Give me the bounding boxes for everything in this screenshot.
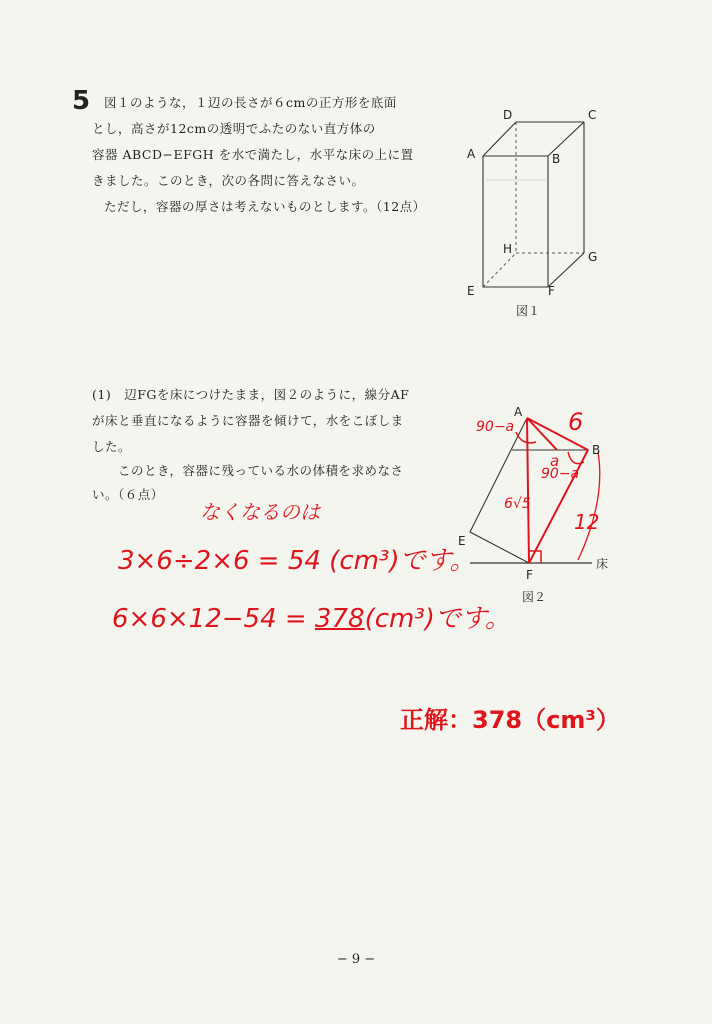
fig2-bf-length: 12 bbox=[574, 510, 600, 534]
handwriting-line-2: 3×6÷2×6 = 54 (cm³)です。 bbox=[118, 546, 476, 576]
fig1-label-G: G bbox=[588, 250, 598, 264]
answer-stamp: 正解：378（cm³） bbox=[400, 706, 620, 734]
fig2-label-floor: 床 bbox=[596, 557, 609, 571]
fig2-af-length: 6√5 bbox=[504, 496, 531, 512]
fig2-caption: 図２ bbox=[522, 590, 547, 604]
fig2-label-A: A bbox=[514, 405, 523, 419]
fig1-label-E: E bbox=[467, 284, 475, 298]
fig2-label-F: F bbox=[526, 568, 533, 582]
handwriting-line-3 bbox=[112, 598, 511, 635]
handwriting-line-3-pre: 6×6×12−54 = bbox=[112, 604, 315, 634]
fig1-label-F: F bbox=[548, 284, 555, 298]
fig1-caption: 図１ bbox=[516, 304, 541, 318]
handwriting-answer: 378 bbox=[314, 604, 365, 634]
q1-line-5: い。（６点） bbox=[92, 487, 164, 502]
fig1-label-H: H bbox=[503, 242, 513, 256]
fig2-side-ab: 6 bbox=[568, 408, 584, 436]
fig1-label-C: C bbox=[588, 108, 597, 122]
fig2-angle-b: 90−a bbox=[541, 466, 580, 482]
fig1-label-B: B bbox=[552, 152, 561, 166]
intro-line-3: 容器 ABCD−EFGH を水で満たし，水平な床の上に置 bbox=[92, 147, 414, 162]
q1-line-4: このとき，容器に残っている水の体積を求めなさ bbox=[118, 463, 404, 478]
handwriting-line-1: なくなるのは bbox=[200, 500, 320, 524]
fig2-label-B: B bbox=[592, 443, 601, 457]
intro-line-5: ただし，容器の厚さは考えないものとします。（12点） bbox=[104, 199, 426, 214]
fig1-label-D: D bbox=[503, 108, 513, 122]
handwriting-line-3-post: (cm³)です。 bbox=[364, 604, 511, 634]
q1-line-1: (1) 辺FGを床につけたまま，図２のように，線分AF bbox=[92, 387, 410, 402]
problem-number: 5 bbox=[72, 86, 91, 116]
intro-line-2: とし，高さが12cmの透明でふたのない直方体の bbox=[92, 121, 376, 136]
intro-line-4: きました。このとき，次の各問に答えなさい。 bbox=[92, 173, 365, 188]
intro-line-1: 図１のような，１辺の長さが６cmの正方形を底面 bbox=[104, 95, 397, 110]
fig2-angle-a: a bbox=[550, 452, 560, 470]
q1-line-3: した。 bbox=[92, 439, 132, 454]
fig2-angle-top: 90−a bbox=[476, 419, 515, 435]
page-number: − 9 − bbox=[336, 952, 376, 967]
fig1-label-A: A bbox=[467, 147, 476, 161]
q1-line-2: が床と垂直になるように容器を傾けて，水をこぼしま bbox=[92, 413, 404, 428]
fig2-label-E: E bbox=[458, 534, 466, 548]
